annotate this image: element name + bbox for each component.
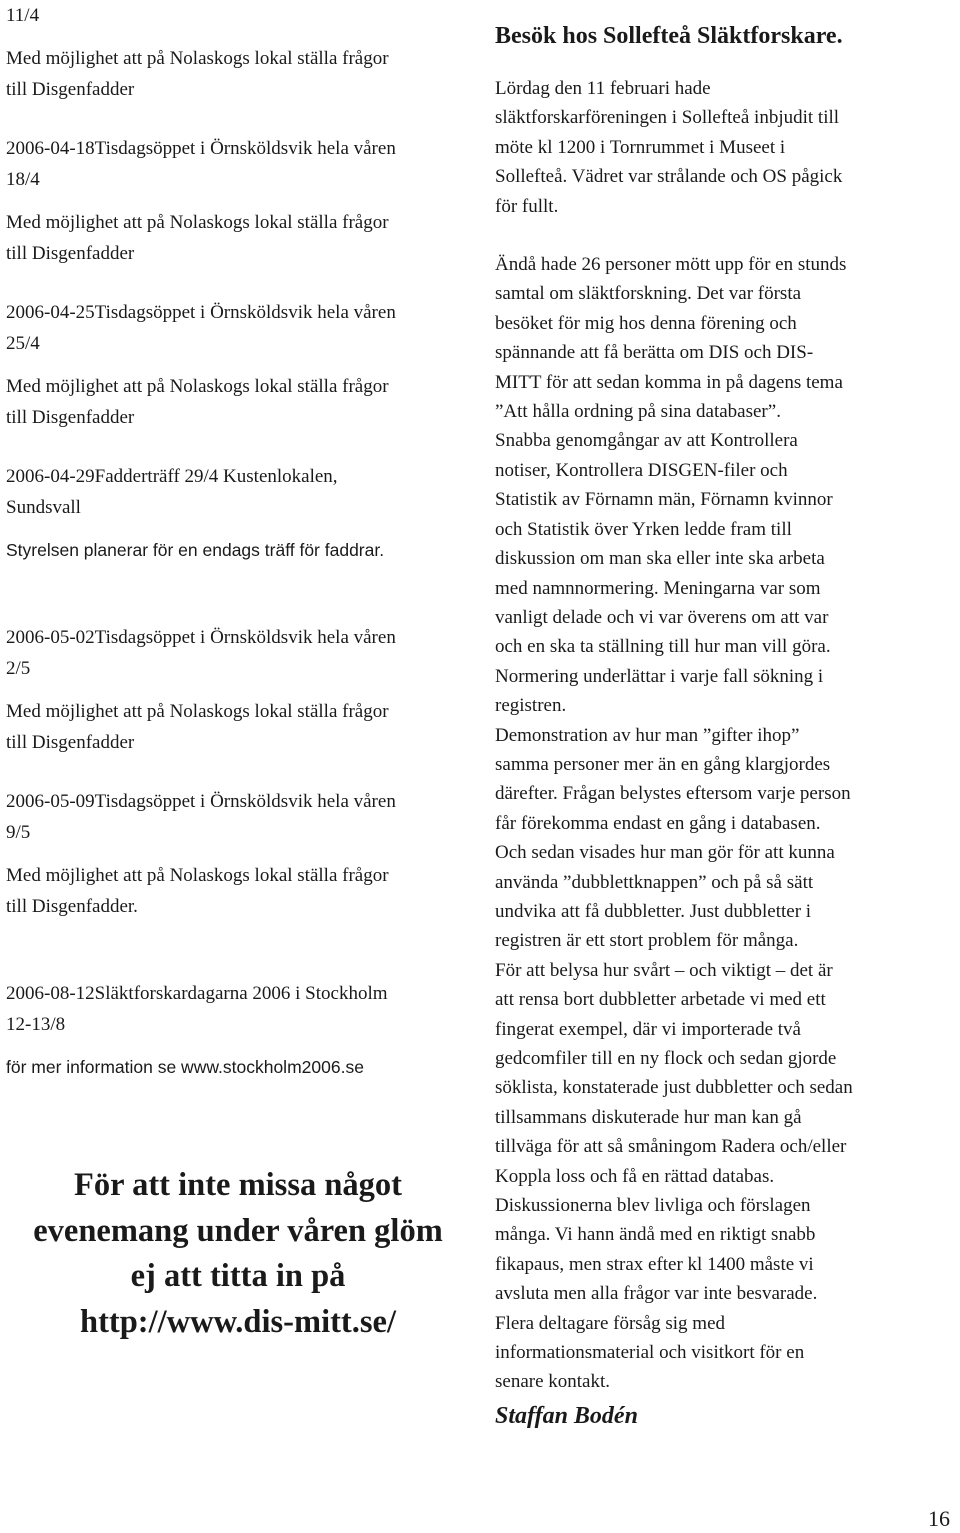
article-line: med namnnormering. Meningarna var som — [495, 577, 821, 599]
event-desc-line: Med möjlighet att på Nolaskogs lokal ställa frågor — [6, 865, 389, 886]
article-line: informationsmaterial och visitkort för en — [495, 1342, 805, 1364]
article-line: Diskussionerna blev livliga och förslagen — [495, 1195, 811, 1217]
notice-line: evenemang under våren glöm — [33, 1212, 443, 1249]
article-line: Ändå hade 26 personer mött upp för en stunds — [495, 254, 847, 276]
notice-line: ej att titta in på — [130, 1258, 346, 1294]
article-line: vanligt delade och vi var överens om att var — [495, 606, 829, 628]
event-title: 9/5 — [6, 822, 31, 843]
article-line: undvika att få dubbletter. Just dubbletter i — [495, 900, 812, 922]
article-line: ”Att hålla ordning på sina databaser”. — [495, 401, 781, 423]
event-desc-line: Med möjlighet att på Nolaskogs lokal ställa frågor — [6, 48, 389, 69]
article-paragraph-2 — [495, 250, 957, 1397]
article-line: Snabba genomgångar av att Kontrollera — [495, 430, 798, 452]
article-line: Demonstration av hur man ”gifter ihop” — [495, 724, 800, 746]
article-line: registren. — [495, 695, 567, 717]
article-line: för fullt. — [495, 195, 559, 217]
article-line: tillsammans diskuterade hur man kan gå — [495, 1106, 802, 1128]
event-title: 2/5 — [6, 658, 31, 679]
article-line: fikapaus, men strax efter kl 1400 måste vi — [495, 1253, 814, 1275]
event-desc-line: Styrelsen planerar för en endags träff för faddrar. — [6, 540, 385, 560]
event-desc-line: för mer information se www.stockholm2006.se — [6, 1057, 364, 1077]
article-line: Lördag den 11 februari hade — [495, 78, 711, 99]
article-line: MITT för att sedan komma in på dagens tema — [495, 371, 843, 393]
article-line: att rensa bort dubbletter arbetade vi med ett — [495, 989, 826, 1011]
article-line: registren är ett stort problem för många. — [495, 930, 799, 952]
event-desc-line: till Disgenfadder — [6, 243, 135, 264]
event-title: 2006-08-12Släktforskardagarna 2006 i Stockholm — [6, 983, 388, 1004]
event-title: 25/4 — [6, 333, 40, 354]
event-desc-line: till Disgenfadder — [6, 79, 135, 100]
article-line: tillväga för att så småningom Radera och/eller — [495, 1136, 847, 1158]
event-title: 2006-05-09Tisdagsöppet i Örnsköldsvik hela våren — [6, 791, 396, 812]
event-title: 2006-04-25Tisdagsöppet i Örnsköldsvik hela våren — [6, 302, 396, 323]
article-title: Besök hos Sollefteå Släktforskare. — [495, 23, 843, 49]
article-line: möte kl 1200 i Tornrummet i Museet i — [495, 136, 786, 158]
event-desc-line: Med möjlighet att på Nolaskogs lokal ställa frågor — [6, 376, 389, 397]
article-line: samtal om släktforskning. Det var första — [495, 283, 802, 305]
article-line: besöket för mig hos denna förening och — [495, 312, 797, 334]
article-line: söklista, konstaterade just dubbletter och sedan — [495, 1077, 853, 1099]
article-line: diskussion om man ska eller inte ska arbeta — [495, 548, 825, 570]
event-title: 18/4 — [6, 169, 40, 190]
event-title: 2006-04-29Fadderträff 29/4 Kustenlokalen, — [6, 466, 338, 487]
notice-line: För att inte missa något — [74, 1167, 402, 1203]
notice-url: http://www.dis-mitt.se/ — [80, 1303, 396, 1340]
article-line: använda ”dubblettknappen” och på så sätt — [495, 871, 814, 893]
article-line: spännande att få berätta om DIS och DIS- — [495, 342, 814, 364]
event-desc-line: till Disgenfadder. — [6, 896, 138, 917]
article-line: och Statistik över Yrken ledde fram till — [495, 518, 792, 540]
event-desc-line: Med möjlighet att på Nolaskogs lokal ställa frågor — [6, 212, 389, 233]
article-line: får förekomma endast en gång i databasen. — [495, 812, 821, 834]
article-signature: Staffan Bodén — [495, 1402, 638, 1429]
article-line: Och sedan visades hur man gör för att kunna — [495, 842, 835, 864]
article-line: många. Vi hann ändå med en riktigt snabb — [495, 1224, 816, 1246]
website-notice — [4, 1163, 472, 1345]
article-line: därefter. Frågan belystes eftersom varje person — [495, 783, 851, 805]
article-line: och en ska ta ställning till hur man vill göra. — [495, 636, 831, 658]
article-line: För att belysa hur svårt – och viktigt – det är — [495, 959, 833, 981]
article-line: gedcomfiler till en ny flock och sedan gjorde — [495, 1048, 837, 1069]
event-title: 12-13/8 — [6, 1014, 66, 1035]
article-line: Statistik av Förnamn män, Förnamn kvinnor — [495, 489, 833, 511]
event-title: 2006-05-02Tisdagsöppet i Örnsköldsvik hela våren — [6, 627, 396, 648]
article-line: notiser, Kontrollera DISGEN-filer och — [495, 459, 788, 481]
article-line: Normering underlättar i varje fall sökning i — [495, 665, 824, 687]
article-line: fingerat exempel, där vi importerade två — [495, 1018, 801, 1040]
article-paragraph-1 — [495, 74, 957, 221]
article-line: senare kontakt. — [495, 1371, 611, 1393]
article-line: Sollefteå. Vädret var strålande och OS pågick — [495, 166, 843, 188]
event-desc-line: till Disgenfadder — [6, 407, 135, 428]
event-title: 2006-04-18Tisdagsöppet i Örnsköldsvik hela våren — [6, 138, 396, 159]
article-line: samma personer mer än en gång klargjordes — [495, 753, 831, 775]
article-line: släktforskarföreningen i Sollefteå inbjudit till — [495, 107, 840, 129]
event-desc-line: Med möjlighet att på Nolaskogs lokal ställa frågor — [6, 701, 389, 722]
article-line: Koppla loss och få en rättad databas. — [495, 1165, 775, 1187]
article-line: avsluta men alla frågor var inte besvarade. — [495, 1283, 818, 1305]
article-line: Flera deltagare försåg sig med — [495, 1312, 726, 1334]
article-column — [495, 18, 957, 1433]
page-number: 16 — [928, 1506, 950, 1531]
event-title: Sundsvall — [6, 497, 81, 518]
event-title: 11/4 — [6, 5, 40, 26]
event-desc-line: till Disgenfadder — [6, 732, 135, 753]
events-column — [6, 0, 476, 1345]
